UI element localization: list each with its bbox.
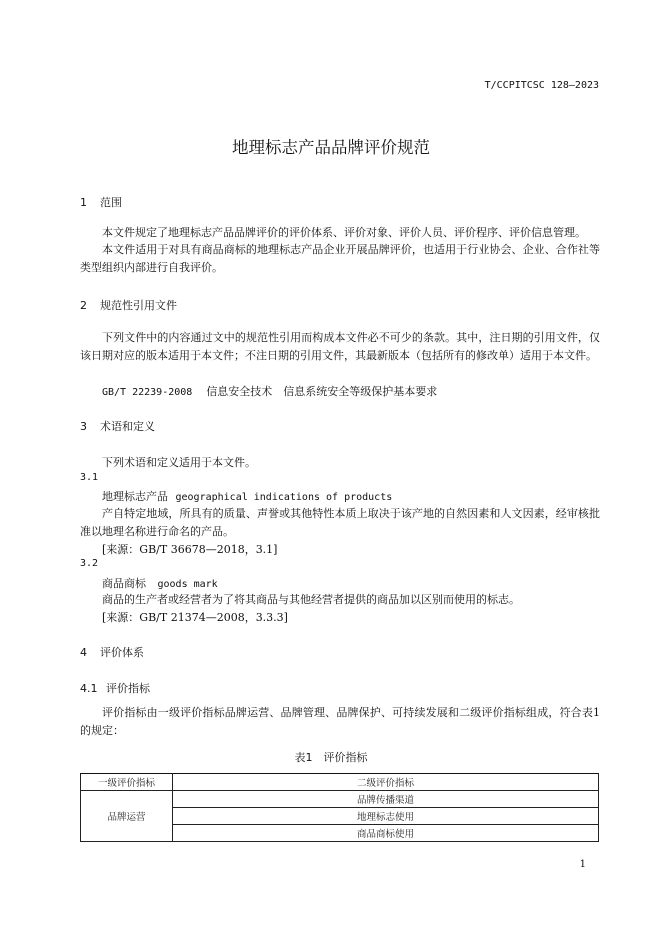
table-row	[81, 791, 599, 808]
term-definition: 商品的生产者或经营者为了将其商品与其他经营者提供的商品加以区别而使用的标志。	[102, 593, 520, 606]
section-1-paragraph-1: 本文件规定了地理标志产品品牌评价的评价体系、评价对象、评价人员、评价程序、评价信息管理。	[102, 226, 586, 239]
document-title: 地理标志产品品牌评价规范	[232, 138, 430, 157]
section-1-paragraph-2: 本文件适用于对具有商品商标的地理标志产品企业开展品牌评价，也适用于行业协会、企业、合作社等类型组织内部进行自我评价。	[80, 243, 600, 274]
table-caption: 表1 评价指标	[294, 751, 368, 764]
term-heading	[102, 575, 218, 591]
term-number: 3.2	[80, 558, 99, 569]
section-number: 3	[80, 420, 87, 433]
table-cell: 品牌传播渠道	[173, 791, 599, 808]
subsection-4-1-paragraph: 评价指标由一级评价指标品牌运营、品牌管理、品牌保护、可持续发展和二级评价指标组成，符合表1的规定：	[80, 706, 600, 737]
section-title: 范围	[100, 196, 122, 209]
table-group-cell: 品牌运营	[81, 791, 173, 842]
section-title: 术语和定义	[100, 420, 155, 433]
subsection-4-1-heading	[80, 680, 150, 696]
evaluation-index-table	[80, 773, 599, 842]
section-3-intro: 下列术语和定义适用于本文件。	[102, 456, 256, 469]
reference-title: 信息安全技术 信息系统安全等级保护基本要求	[206, 385, 438, 398]
table-header-row	[81, 774, 599, 791]
standard-number: T/CCPITCSC 128—2023	[484, 80, 599, 91]
term-definition: 产自特定地域，所具有的质量、声誉或其他特性本质上取决于该产地的自然因素和人文因素，经审核批准以地理名称进行命名的产品。	[80, 507, 600, 538]
section-title: 规范性引用文件	[100, 299, 177, 312]
term-en: goods mark	[157, 579, 218, 590]
table-cell: 商品商标使用	[173, 825, 599, 842]
subsection-title: 评价指标	[106, 682, 150, 695]
term-zh: 地理标志产品	[102, 490, 168, 503]
section-number: 2	[80, 299, 87, 312]
term-source: [来源：GB/T 36678—2018，3.1]	[102, 543, 278, 556]
section-4-heading	[80, 644, 144, 660]
section-3-heading	[80, 418, 155, 434]
term-heading	[102, 488, 392, 504]
section-2-paragraph-1: 下列文件中的内容通过文中的规范性引用而构成本文件必不可少的条款。其中，注日期的引用文件，仅该日期对应的版本适用于本文件；不注日期的引用文件，其最新版本（包括所有的修改单）适用于本文件。	[80, 331, 600, 362]
term-number: 3.1	[80, 472, 99, 483]
normative-reference	[102, 383, 437, 399]
page-number: 1	[579, 859, 586, 870]
section-title: 评价体系	[100, 646, 144, 659]
table-header-cell: 一级评价指标	[81, 774, 173, 791]
reference-code: GB/T 22239-2008	[102, 387, 193, 398]
subsection-number: 4.1	[80, 682, 98, 695]
term-en: geographical indications of products	[175, 492, 393, 503]
term-source: [来源：GB/T 21374—2008，3.3.3]	[102, 611, 288, 624]
table-header-cell: 二级评价指标	[173, 774, 599, 791]
section-number: 1	[80, 196, 87, 209]
section-2-heading	[80, 297, 177, 313]
section-1-heading	[80, 194, 122, 210]
section-number: 4	[80, 646, 87, 659]
term-zh: 商品商标	[102, 577, 146, 590]
table-cell: 地理标志使用	[173, 808, 599, 825]
